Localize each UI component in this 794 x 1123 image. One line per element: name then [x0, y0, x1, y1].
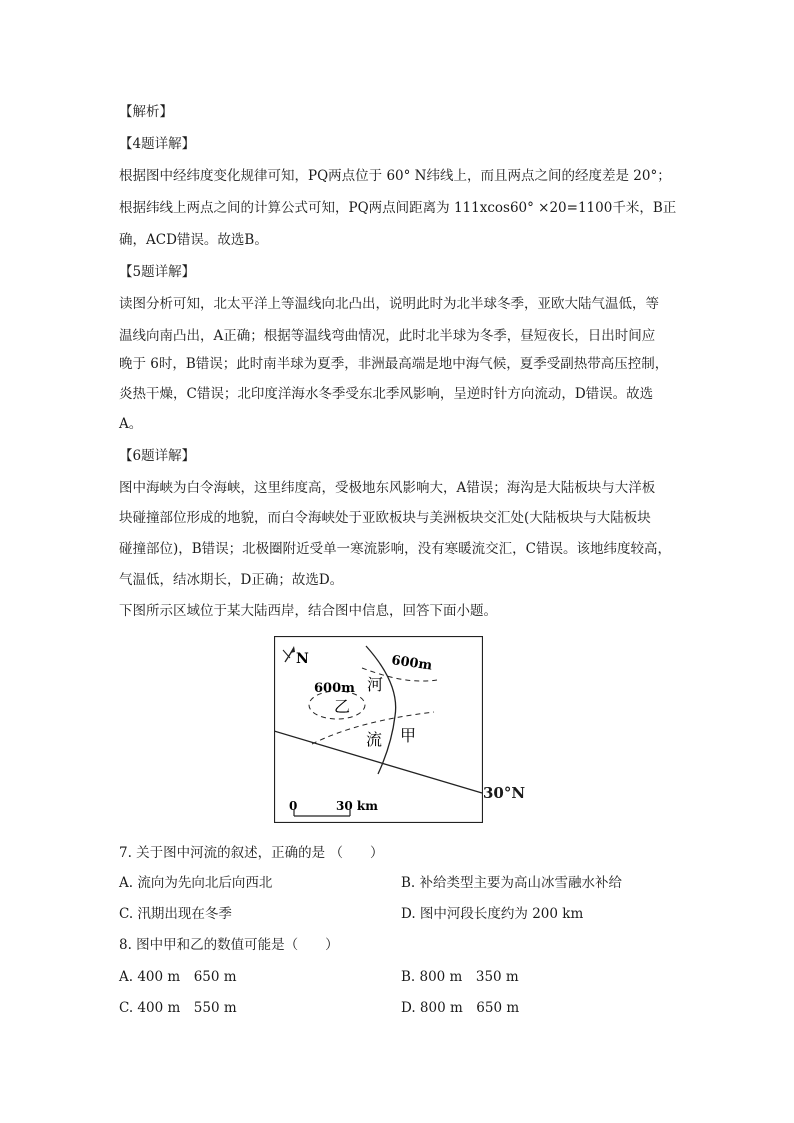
q4-line-1: 根据图中经纬度变化规律可知，PQ两点位于 60° N纬线上，而且两点之间的经度差是 20°；: [119, 168, 671, 184]
q4-header: 【4题详解】: [119, 136, 196, 152]
north-label: N: [296, 651, 309, 667]
q5-header: 【5题详解】: [119, 264, 196, 280]
q5-line-4: 炎热干燥，C错误；北印度洋海水冬季受东北季风影响，呈逆时针方向流动，D错误。故选: [119, 386, 654, 402]
q6-line-4: 气温低，结冰期长，D正确；故选D。: [119, 572, 344, 588]
scale-label: 30 km: [336, 799, 378, 813]
scale-zero: 0: [289, 799, 298, 813]
map-figure: [274, 636, 483, 823]
q6-line-1: 图中海峡为白令海峡，这里纬度高，受极地东风影响大，A错误；海沟是大陆板块与大洋板: [119, 480, 656, 496]
contour-label-left: 600m: [314, 681, 355, 696]
q8-option-a: A. 400 m 650 m: [119, 969, 237, 985]
q6-header: 【6题详解】: [119, 448, 196, 464]
q7-option-a: A. 流向为先向北后向西北: [119, 875, 273, 891]
map-svg: [274, 636, 483, 823]
jia-label: 甲: [400, 726, 417, 745]
q7-option-d: D. 图中河段长度约为 200 km: [401, 906, 584, 922]
analysis-header: 【解析】: [119, 104, 173, 120]
q7-option-c: C. 汛期出现在冬季: [119, 906, 232, 922]
contour-label-top: 600m: [390, 653, 434, 674]
q6-line-3: 碰撞部位)，B错误；北极圈附近受单一寒流影响，没有寒暖流交汇，C错误。该地纬度较高，: [119, 541, 672, 557]
q7-option-b: B. 补给类型主要为高山冰雪融水补给: [401, 875, 623, 891]
intro-text: 下图所示区域位于某大陆西岸，结合图中信息，回答下面小题。: [119, 603, 497, 619]
q5-line-1: 读图分析可知，北太平洋上等温线向北凸出，说明此时为北半球冬季，亚欧大陆气温低，等: [119, 296, 659, 312]
river-char: 河: [367, 675, 384, 694]
q8-option-b: B. 800 m 350 m: [401, 969, 519, 985]
yi-label: 乙: [334, 697, 351, 716]
q6-line-2: 块碰撞部位形成的地貌，而白令海峡处于亚欧板块与美洲板块交汇处(大陆板块与大陆板块: [119, 510, 651, 526]
q5-line-3: 晚于 6时，B错误；此时南半球为夏季，非洲最高端是地中海气候，夏季受副热带高压控制，: [119, 356, 669, 372]
q8-stem: 8. 图中甲和乙的数值可能是（ ）: [119, 937, 339, 953]
q8-option-c: C. 400 m 550 m: [119, 1000, 237, 1016]
liu-char: 流: [366, 730, 383, 749]
q4-line-3: 确，ACD错误。故选B。: [119, 232, 268, 248]
q5-line-5: A。: [119, 416, 143, 432]
q8-option-d: D. 800 m 650 m: [401, 1000, 520, 1016]
q5-line-2: 温线向南凸出，A正确；根据等温线弯曲情况，此时北半球为冬季，昼短夜长，日出时间应: [119, 328, 656, 344]
lat-label: 30°N: [483, 784, 526, 802]
q4-line-2: 根据纬线上两点之间的计算公式可知，PQ两点间距离为 111xcos60° ×20=1100千米，B正: [119, 200, 677, 216]
q7-stem: 7. 关于图中河流的叙述，正确的是 （ ）: [119, 845, 384, 861]
